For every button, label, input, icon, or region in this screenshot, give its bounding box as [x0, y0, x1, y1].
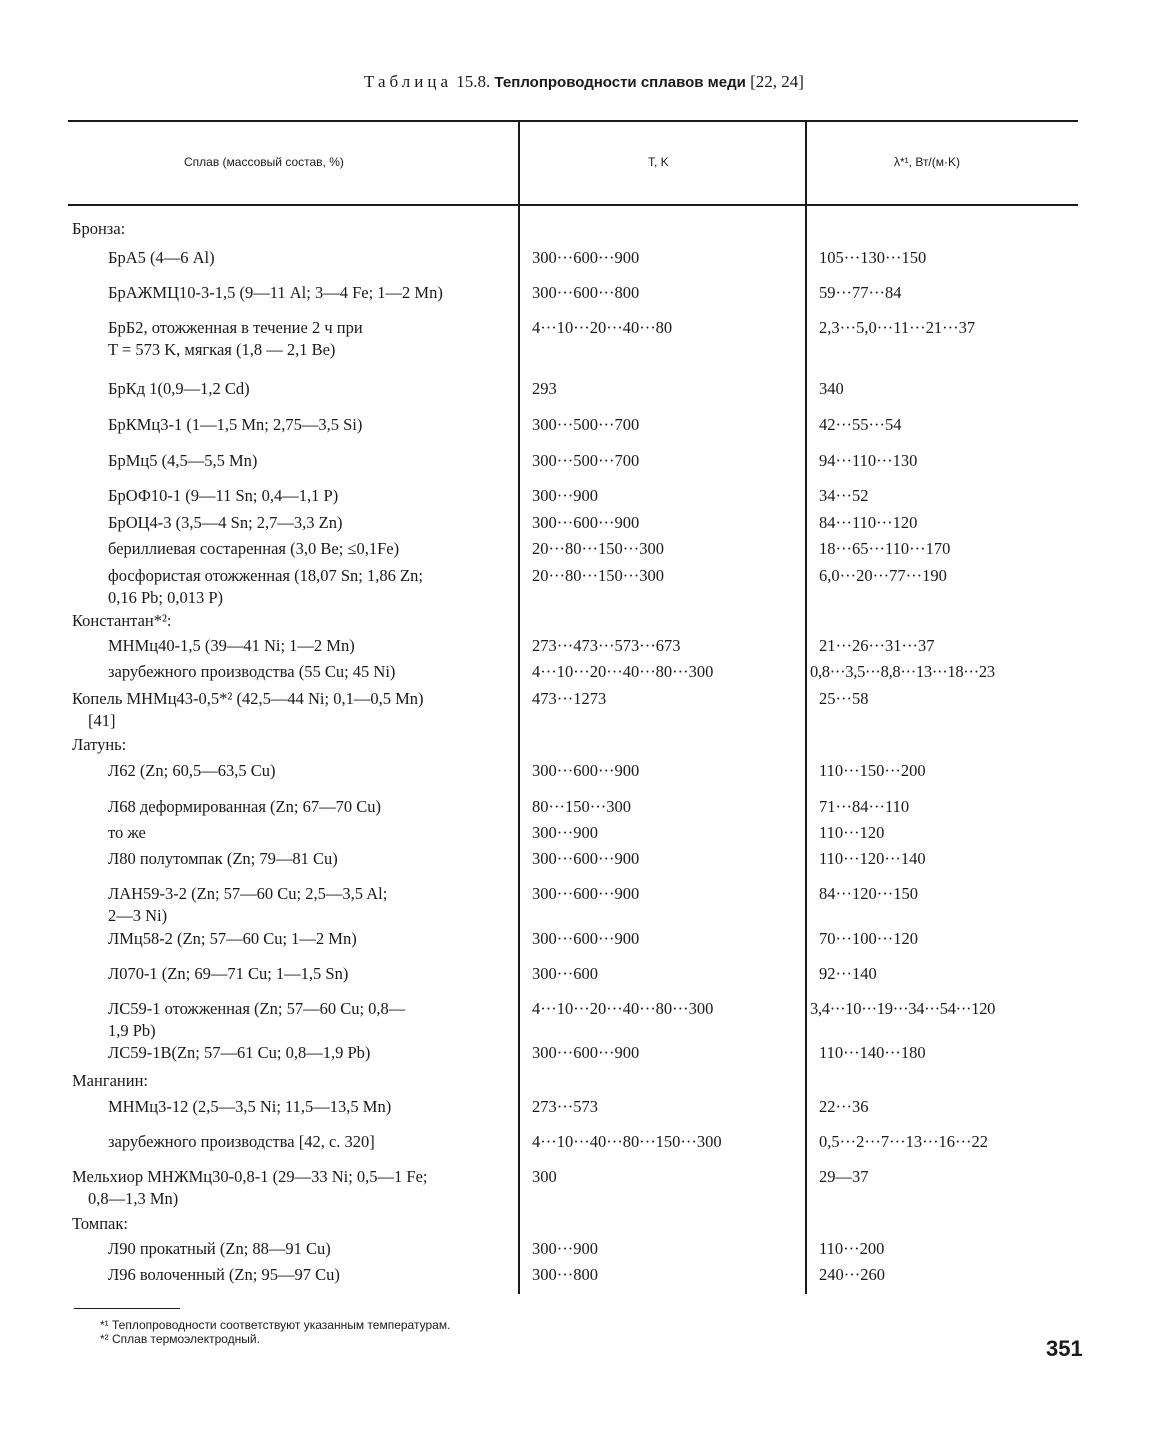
conductivity-cell: 70···100···120: [819, 929, 918, 948]
alloy-name: Мельхиор МНЖМц30-0,8-1 (29—33 Ni; 0,5—1 Fe;: [72, 1167, 428, 1186]
temperature-cell: 300···900: [532, 823, 598, 842]
conductivity-cell: 34···52: [819, 486, 869, 505]
temperature-cell: 300···600···900: [532, 513, 640, 532]
alloy-cell: [72, 1070, 148, 1092]
conductivity-cell: 340: [819, 379, 844, 398]
alloy-cell: [108, 1042, 370, 1064]
header-alloy: Сплав (массовый состав, %): [184, 155, 344, 169]
alloy-name: Л96 волоченный (Zn; 95—97 Cu): [108, 1265, 340, 1284]
conductivity-cell: 240···260: [819, 1265, 885, 1284]
temperature-cell: 300···600···900: [532, 849, 640, 868]
alloy-cell: [72, 218, 125, 240]
alloy-cell: [72, 734, 126, 756]
alloy-cell: [108, 661, 395, 683]
footnotes: [100, 1318, 450, 1346]
alloy-name: Томпак:: [72, 1214, 128, 1233]
temperature-cell: 300···600···900: [532, 1043, 640, 1062]
alloy-cell: [108, 565, 510, 609]
column-divider-2: [805, 122, 807, 1294]
alloy-cell: [108, 414, 362, 436]
alloy-name: БрОФ10-1 (9—11 Sn; 0,4—1,1 P): [108, 486, 339, 505]
temperature-cell: 300: [532, 1167, 557, 1186]
temperature-cell: 300···900: [532, 486, 598, 505]
alloy-name-cont: 1,9 Pb): [108, 1021, 156, 1040]
alloy-name: ЛМц58-2 (Zn; 57—60 Cu; 1—2 Mn): [108, 929, 357, 948]
temperature-cell: 300···800: [532, 1265, 598, 1284]
alloy-name: Бронза:: [72, 219, 126, 238]
conductivity-cell: 110···150···200: [819, 761, 926, 780]
alloy-name: МНМц40-1,5 (39—41 Ni; 1—2 Mn): [108, 636, 355, 655]
footnote-rule: [74, 1308, 180, 1309]
alloy-cell: [108, 760, 275, 782]
alloy-cell: [108, 538, 399, 560]
conductivity-cell: 29—37: [819, 1167, 869, 1186]
alloy-name: БрКд 1(0,9—1,2 Cd): [108, 379, 250, 398]
temperature-cell: 300···500···700: [532, 415, 640, 434]
conductivity-cell: 110···120···140: [819, 849, 926, 868]
conductivity-cell: 71···84···110: [819, 797, 910, 816]
alloy-name: БрМц5 (4,5—5,5 Mn): [108, 451, 258, 470]
temperature-cell: 20···80···150···300: [532, 566, 664, 585]
conductivity-cell: 110···140···180: [819, 1043, 926, 1062]
alloy-name: ЛАН59-3-2 (Zn; 57—60 Cu; 2,5—3,5 Al;: [108, 884, 388, 903]
conductivity-cell: 0,8···3,5···8,8···13···18···23: [810, 662, 995, 681]
conductivity-cell: 84···110···120: [819, 513, 918, 532]
temperature-cell: 300···600···900: [532, 884, 640, 903]
caption-title: Теплопроводности сплавов меди: [494, 74, 746, 91]
alloy-name: ЛС59-1В(Zn; 57—61 Cu; 0,8—1,9 Pb): [108, 1043, 371, 1062]
header-temperature: T, K: [648, 155, 669, 169]
alloy-name-cont: [41]: [88, 711, 116, 730]
temperature-cell: 300···500···700: [532, 451, 640, 470]
temperature-cell: 4···10···20···40···80···300: [532, 662, 714, 681]
alloy-name: Копель МНМц43-0,5*² (42,5—44 Ni; 0,1—0,5 Mn): [72, 689, 424, 708]
temperature-cell: 300···600···900: [532, 929, 640, 948]
conductivity-cell: 0,5···2···7···13···16···22: [819, 1132, 989, 1151]
temperature-cell: 300···600: [532, 964, 598, 983]
temperature-cell: 4···10···20···40···80···300: [532, 999, 714, 1018]
temperature-cell: 20···80···150···300: [532, 539, 664, 558]
conductivity-cell: 105···130···150: [819, 248, 927, 267]
alloy-cell: [108, 485, 338, 507]
alloy-name: БрАЖМЦ10-3-1,5 (9—11 Al; 3—4 Fe; 1—2 Mn): [108, 283, 443, 302]
temperature-cell: 300···600···800: [532, 283, 640, 302]
alloy-name: фосфористая отожженная (18,07 Sn; 1,86 Zn;: [108, 566, 423, 585]
alloy-name: БрА5 (4—6 Al): [108, 248, 215, 267]
alloy-name: БрОЦ4-3 (3,5—4 Sn; 2,7—3,3 Zn): [108, 513, 343, 532]
alloy-name: Манганин:: [72, 1071, 148, 1090]
alloy-cell: [108, 848, 338, 870]
alloy-cell: [108, 635, 355, 657]
conductivity-cell: 3,4···10···19···34···54···120: [810, 999, 996, 1018]
alloy-name: то же: [108, 823, 146, 842]
conductivity-cell: 59···77···84: [819, 283, 902, 302]
conductivity-cell: 6,0···20···77···190: [819, 566, 947, 585]
alloy-name: Л68 деформированная (Zn; 67—70 Cu): [108, 797, 381, 816]
footnote-2: *² Сплав термоэлектродный.: [100, 1332, 260, 1346]
alloy-name: ЛС59-1 отожженная (Zn; 57—60 Cu; 0,8—: [108, 999, 406, 1018]
conductivity-cell: 42···55···54: [819, 415, 902, 434]
temperature-cell: 300···900: [532, 1239, 598, 1258]
temperature-cell: 293: [532, 379, 557, 398]
alloy-cell: [108, 378, 250, 400]
conductivity-cell: 92···140: [819, 964, 877, 983]
alloy-name-cont: 0,16 Pb; 0,013 P): [108, 588, 224, 607]
alloy-cell: [108, 450, 257, 472]
alloy-cell: [108, 928, 357, 950]
alloy-cell: [108, 512, 343, 534]
alloy-cell: [72, 1213, 128, 1235]
alloy-cell: [108, 796, 381, 818]
page-number: 351: [1046, 1336, 1083, 1361]
conductivity-cell: 25···58: [819, 689, 869, 708]
alloy-cell: [72, 1166, 510, 1210]
footnote-1: *¹ Теплопроводности соответствуют указанным температурам.: [100, 1318, 451, 1332]
temperature-cell: 300···600···900: [532, 248, 640, 267]
alloy-cell: [108, 822, 146, 844]
alloy-name: бериллиевая состаренная (3,0 Be; ≤0,1Fe): [108, 539, 400, 558]
caption-label: Таблица: [364, 72, 453, 91]
conductivity-cell: 21···26···31···37: [819, 636, 935, 655]
conductivity-cell: 2,3···5,0···11···21···37: [819, 318, 976, 337]
conductivity-cell: 94···110···130: [819, 451, 918, 470]
temperature-cell: 4···10···20···40···80: [532, 318, 673, 337]
temperature-cell: 80···150···300: [532, 797, 631, 816]
table-caption: [0, 72, 1168, 92]
alloy-name: Л80 полутомпак (Zn; 79—81 Cu): [108, 849, 338, 868]
temperature-cell: 4···10···40···80···150···300: [532, 1132, 722, 1151]
alloy-name: МНМц3-12 (2,5—3,5 Ni; 11,5—13,5 Mn): [108, 1097, 392, 1116]
alloy-cell: [108, 998, 510, 1042]
alloy-name: зарубежного производства [42, с. 320]: [108, 1132, 375, 1151]
caption-number: 15.8.: [456, 72, 491, 91]
header-bottom-rule: [68, 204, 1078, 206]
alloy-cell: [72, 610, 172, 632]
alloy-name: БрКМц3-1 (1—1,5 Mn; 2,75—3,5 Si): [108, 415, 363, 434]
alloy-name: Л90 прокатный (Zn; 88—91 Cu): [108, 1239, 331, 1258]
column-divider-1: [518, 122, 520, 1294]
alloy-name: Л070-1 (Zn; 69—71 Cu; 1—1,5 Sn): [108, 964, 349, 983]
temperature-cell: 273···573: [532, 1097, 598, 1116]
conductivity-cell: 110···200: [819, 1239, 885, 1258]
alloy-cell: [72, 688, 510, 732]
table-top-rule: [68, 120, 1078, 122]
alloy-name: зарубежного производства (55 Cu; 45 Ni): [108, 662, 396, 681]
alloy-cell: [108, 317, 510, 361]
alloy-cell: [108, 1264, 340, 1286]
temperature-cell: 473···1273: [532, 689, 607, 708]
alloy-name-cont: T = 573 K, мягкая (1,8 — 2,1 Be): [108, 340, 336, 359]
alloy-name-cont: 0,8—1,3 Mn): [88, 1189, 179, 1208]
caption-refs: [22, 24]: [750, 72, 804, 91]
alloy-name: Латунь:: [72, 735, 127, 754]
conductivity-cell: 22···36: [819, 1097, 869, 1116]
alloy-cell: [108, 1096, 391, 1118]
alloy-cell: [108, 1131, 375, 1153]
temperature-cell: 273···473···573···673: [532, 636, 681, 655]
conductivity-cell: 110···120: [819, 823, 885, 842]
alloy-cell: [108, 247, 215, 269]
header-conductivity: λ*¹, Вт/(м·K): [894, 155, 961, 169]
alloy-name-cont: 2—3 Ni): [108, 906, 168, 925]
alloy-name: Константан*²:: [72, 611, 172, 630]
alloy-name: Л62 (Zn; 60,5—63,5 Cu): [108, 761, 276, 780]
alloy-cell: [108, 883, 510, 927]
alloy-cell: [108, 282, 443, 304]
conductivity-cell: 84···120···150: [819, 884, 918, 903]
temperature-cell: 300···600···900: [532, 761, 640, 780]
alloy-cell: [108, 1238, 331, 1260]
conductivity-cell: 18···65···110···170: [819, 539, 951, 558]
alloy-cell: [108, 963, 348, 985]
alloy-name: БрБ2, отожженная в течение 2 ч при: [108, 318, 363, 337]
